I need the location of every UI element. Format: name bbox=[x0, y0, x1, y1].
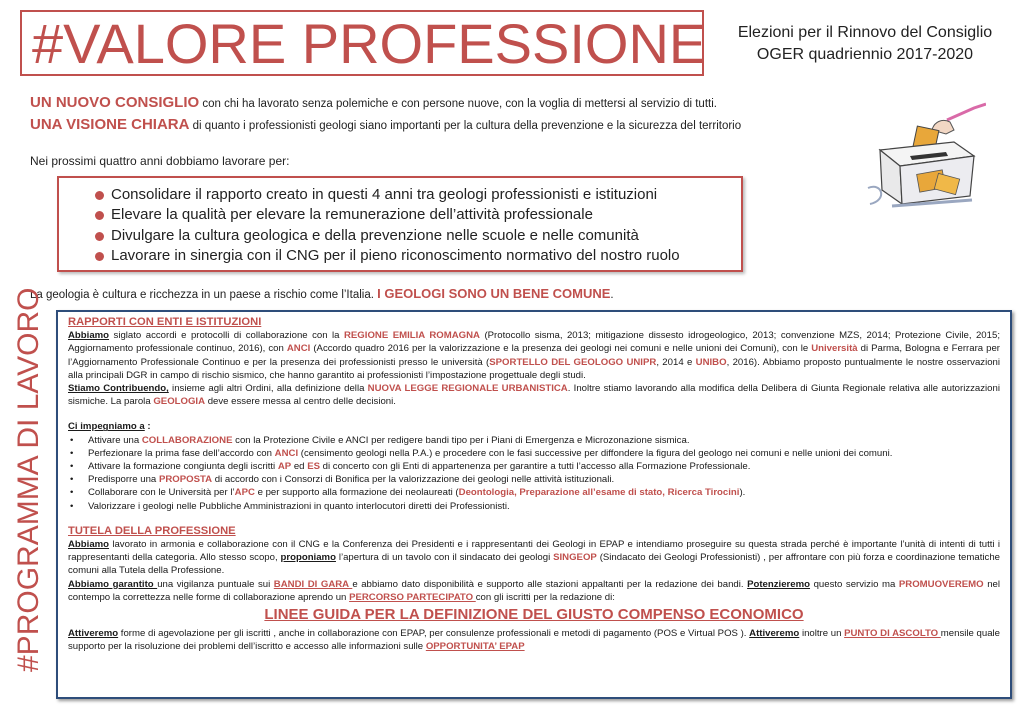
tagline bbox=[30, 286, 614, 301]
text-run: forme di agevolazione per gli iscritti , anche in collaborazione con EPAP, per consulenze professionali e metodi di pagamento (POS e Virtual POS ). bbox=[118, 628, 750, 640]
text-run: Potenzieremo bbox=[747, 578, 811, 590]
program-content bbox=[68, 316, 1000, 654]
keyword: COLLABORAZIONE bbox=[141, 434, 233, 446]
goal-item bbox=[111, 206, 593, 223]
text-run: ed bbox=[291, 461, 308, 473]
text-run: , 2014 e bbox=[656, 356, 696, 368]
text-run: Attiveremo bbox=[68, 628, 119, 640]
keyword: GEOLOGIA bbox=[153, 396, 206, 408]
list-item bbox=[68, 460, 1000, 473]
text-run: Perfezionare la prima fase dell’accordo con bbox=[88, 447, 275, 459]
text-run: e abbiamo dato disponibilità e supporto alle stazioni appaltanti per la redazione dei bandi. bbox=[352, 578, 748, 590]
paragraph bbox=[68, 578, 1000, 604]
text-run: Abbiamo bbox=[68, 330, 110, 342]
list-item bbox=[68, 434, 1000, 447]
text-run: l’apertura di un tavolo con il sindacato dei geologi bbox=[335, 552, 554, 564]
text-run: mensile quale supporto per la risoluzione dei problemi dell’iscritto e accesso alle informazioni sulle bbox=[68, 628, 1001, 653]
tagline-strong: I GEOLOGI SONO UN BENE COMUNE bbox=[377, 286, 611, 301]
text-run: Valorizzare i geologi nelle Pubbliche Amministrazioni in quanto interlocutori diretti dei Professionisti. bbox=[88, 500, 510, 512]
keyword: PERCORSO PARTECIPATO bbox=[349, 591, 476, 603]
text-run: : bbox=[144, 421, 151, 433]
keyword: Deontologia, Preparazione all’esame di stato, Ricerca Tirocini bbox=[458, 487, 740, 499]
list-item bbox=[68, 500, 1000, 513]
text-run: ). bbox=[739, 487, 746, 499]
text-run: inoltre un bbox=[799, 628, 845, 640]
text-run: siglato accordi e protocolli di collaborazione con la bbox=[109, 330, 344, 342]
elections-line-2: OGER quadriennio 2017-2020 bbox=[756, 46, 974, 63]
text-run: di accordo con i Consorzi di Bonifica per la valorizzazione dei geologi nelle attività istituzionali. bbox=[212, 474, 615, 486]
keyword: Università bbox=[811, 343, 858, 355]
text-run: (Protocollo sisma, 2013; mitigazione dissesto idrogeologico, 2013; convenzione MZS, 2014; Protezione Civile, 2015; Aggiornamento professionale continuo, 2016), con bbox=[68, 330, 1000, 355]
lead-text-1: con chi ha lavorato senza polemiche e con persone nuove, con la voglia di mettersi al servizio di tutti. bbox=[199, 98, 717, 110]
keyword: PROMUOVEREMO bbox=[898, 578, 984, 590]
keyword: SPORTELLO DEL GEOLOGO UNIPR bbox=[489, 356, 657, 368]
text-run: e per supporto alla formazione dei neolaureati ( bbox=[254, 487, 459, 499]
keyword: ANCI bbox=[286, 343, 311, 355]
text-run: Collaborare con le Università per l’ bbox=[88, 487, 235, 499]
text-run: nel contempo la correttezza nelle forme di collaborazione aprendo un bbox=[68, 578, 1000, 603]
keyword: BANDI DI GARA bbox=[273, 578, 353, 590]
section-heading: RAPPORTI CON ENTI E ISTITUZIONI bbox=[68, 316, 262, 328]
text-run: di Parma, Bologna e Ferrara per l’Aggiornamento Professionale Continuo e per la presenza dei professionisti presso le università ( bbox=[68, 343, 1000, 368]
lead-strong-2: UNA VISIONE CHIARA bbox=[30, 116, 190, 133]
text-run: Predisporre una bbox=[88, 474, 159, 486]
goals-box bbox=[57, 176, 743, 272]
paragraph bbox=[68, 538, 1000, 578]
text-run: insieme agli altri Ordini, alla definizione della bbox=[168, 383, 368, 395]
text-run: Abbiamo bbox=[68, 539, 110, 551]
keyword: PUNTO DI ASCOLTO bbox=[844, 628, 941, 640]
text-run: . Inoltre stiamo lavorando alla modifica della Delibera di Giunta Regionale relativa alle autorizzazioni sismiche. La parola bbox=[68, 383, 1000, 408]
bullet-icon bbox=[95, 252, 104, 261]
goal-item bbox=[111, 186, 657, 203]
lead-line-2 bbox=[30, 116, 741, 133]
text-run: Attiveremo bbox=[749, 628, 800, 640]
bullet-icon bbox=[95, 191, 104, 200]
goal-item bbox=[111, 247, 680, 264]
text-run: (Accordo quadro 2016 per la valorizzazione e la presenza dei geologi nei comuni e nelle unioni dei Comuni), con le bbox=[310, 343, 812, 355]
text-run: Attivare la formazione congiunta degli iscritti bbox=[88, 461, 278, 473]
list-item bbox=[68, 447, 1000, 460]
text-run: Abbiamo garantito bbox=[68, 578, 158, 590]
text-run: lavorato in armonia e collaborazione con il CNG e la Conferenza dei Presidenti e i rappresentanti dei Geologi in EPAP e intendiamo proseguire su questa strada perché è importante l’unità di intenti di tutti i rappresentanti della categoria. Allo stesso scopo, bbox=[68, 539, 1000, 564]
paragraph bbox=[68, 329, 1000, 382]
tagline-end: . bbox=[610, 289, 614, 301]
commitments-label bbox=[68, 420, 1000, 433]
text-run: , 2016). Abbiamo proposto puntualmente le nostre osservazioni alla principali DGR in campo di rischio sismico, che hanno garantito ai professionisti l’impostazione progettuale degli studi. bbox=[68, 356, 1001, 381]
text-run: proponiamo bbox=[280, 552, 336, 564]
text-run: (censimento geologi nella P.A.) e procedere con le fasi successive per diffondere la figura del geologo nei comuni e nelle unioni dei comuni. bbox=[298, 447, 893, 459]
bullet-icon bbox=[95, 211, 104, 220]
paragraph bbox=[68, 382, 1000, 408]
page-title: #VALORE PROFESSIONE bbox=[32, 12, 707, 75]
side-label: #PROGRAMMA DI LAVORO bbox=[12, 287, 45, 672]
text-run: Stiamo Contribuendo, bbox=[68, 383, 169, 395]
paragraph bbox=[68, 627, 1000, 653]
elections-line-1: Elezioni per il Rinnovo del Consiglio bbox=[737, 24, 993, 41]
goal-item bbox=[111, 227, 639, 244]
keyword: APC bbox=[234, 487, 255, 499]
ballot-box-icon bbox=[862, 100, 986, 212]
list-item bbox=[68, 473, 1000, 486]
title-box bbox=[20, 10, 707, 76]
lead-strong-1: UN NUOVO CONSIGLIO bbox=[30, 94, 200, 111]
keyword: AP bbox=[277, 461, 292, 473]
goal-text: Elevare la qualità per elevare la remunerazione dell’attività professionale bbox=[111, 206, 593, 223]
keyword: NUOVA LEGGE REGIONALE URBANISTICA bbox=[367, 383, 568, 395]
keyword: SINGEOP bbox=[553, 552, 597, 564]
lead-text-2: di quanto i professionisti geologi siano importanti per la cultura della prevenzione e la sicurezza del territorio bbox=[189, 120, 742, 132]
keyword: OPPORTUNITA’ EPAP bbox=[425, 641, 525, 653]
tagline-text: La geologia è cultura e ricchezza in un paese a rischio come l’Italia. bbox=[30, 289, 378, 301]
text-run: (Sindacato dei Geologi Professionisti) , per affrontare con più forza e coordinazione tematiche comuni alla Tutela della Professione. bbox=[68, 552, 1000, 577]
keyword: UNIBO bbox=[695, 356, 727, 368]
text-run: Attivare una bbox=[88, 434, 142, 446]
text-run: di concerto con gli Enti di appartenenza per garantire a tutti l’accesso alla Formazione Professionale. bbox=[320, 461, 751, 473]
banner-heading: LINEE GUIDA PER LA DEFINIZIONE DEL GIUSTO COMPENSO ECONOMICO bbox=[264, 606, 804, 624]
keyword: ANCI bbox=[274, 447, 299, 459]
program-box bbox=[56, 310, 1012, 699]
bullet-icon bbox=[95, 232, 104, 241]
text-run: Ci impegniamo a bbox=[68, 421, 145, 433]
goal-text: Lavorare in sinergia con il CNG per il pieno riconoscimento normativo del nostro ruolo bbox=[111, 247, 680, 264]
text-run: con gli iscritti per la redazione di: bbox=[475, 591, 615, 603]
text-run: questo servizio ma bbox=[810, 578, 899, 590]
text-run: con la Protezione Civile e ANCI per redigere bandi tipo per i Piani di Emergenza e Microzonazione sismica. bbox=[232, 434, 690, 446]
keyword: ES bbox=[307, 461, 320, 473]
goal-text: Divulgare la cultura geologica e della prevenzione nelle scuole e nelle comunità bbox=[111, 227, 639, 244]
goal-text: Consolidare il rapporto creato in questi 4 anni tra geologi professionisti e istituzioni bbox=[111, 186, 658, 203]
text-run: una vigilanza puntuale sui bbox=[157, 578, 274, 590]
keyword: REGIONE EMILIA ROMAGNA bbox=[343, 330, 480, 342]
lead-line-1 bbox=[30, 94, 717, 111]
section-heading: TUTELA DELLA PROFESSIONE bbox=[68, 524, 236, 537]
intro-text: Nei prossimi quattro anni dobbiamo lavorare per: bbox=[30, 154, 290, 168]
keyword: PROPOSTA bbox=[158, 474, 213, 486]
elections-heading bbox=[730, 22, 1000, 66]
text-run: deve essere messa al centro delle decisioni. bbox=[205, 396, 396, 408]
list-item bbox=[68, 486, 1000, 499]
